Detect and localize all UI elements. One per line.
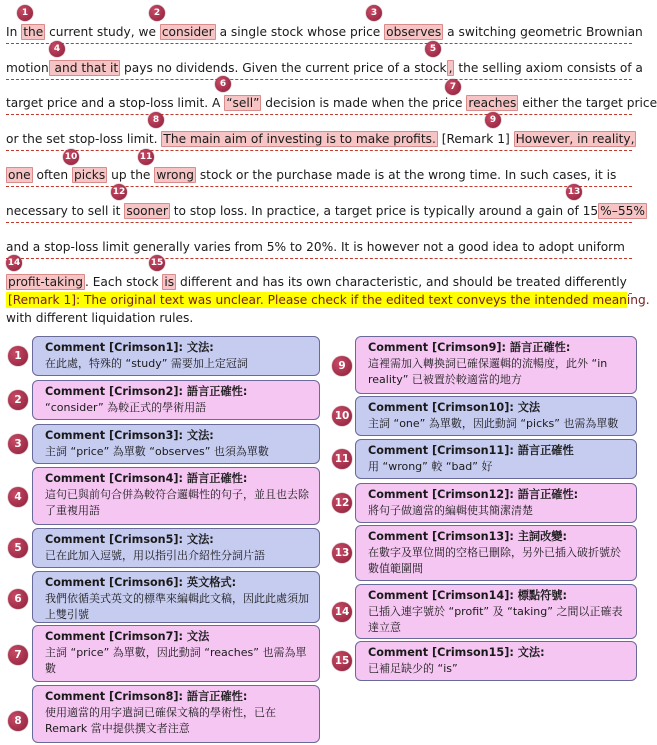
edited-phrase[interactable]: the (23, 25, 44, 39)
comment-marker-2[interactable]: 2 (8, 390, 28, 410)
text-run: a single stock whose price (215, 25, 385, 39)
comment-body: 在此處，特殊的 “study” 需要加上定冠詞 (45, 357, 248, 370)
comment-marker-9[interactable]: 9 (485, 112, 501, 128)
comment-title: Comment [Crimson15]: 文法: (368, 646, 545, 659)
comment-marker-3[interactable]: 3 (8, 434, 28, 454)
comment-marker-11[interactable]: 11 (138, 149, 154, 165)
comment-marker-15[interactable]: 15 (149, 255, 165, 271)
doc-line (6, 94, 657, 115)
edited-phrase[interactable]: , (448, 61, 453, 75)
comment-body: 將句子做適當的編輯使其簡潔清楚 (368, 504, 533, 517)
text-run: . Each stock (84, 275, 163, 289)
comment-card[interactable] (32, 685, 320, 743)
comment-body: 我們依循美式英文的標準來編輯此文稿，因此此處須加上雙引號 (45, 592, 309, 621)
text-run: target price and a stop-loss limit. A (6, 96, 225, 110)
comment-card[interactable] (32, 467, 320, 525)
edited-phrase[interactable]: sooner (126, 204, 168, 218)
text-run: motion (6, 61, 49, 75)
comment-card[interactable] (355, 483, 637, 523)
comment-title: Comment [Crimson11]: 語言正確性 (368, 444, 574, 457)
comment-title: Comment [Crimson9]: 語言正確性: (368, 341, 571, 354)
comment-card[interactable] (32, 424, 320, 464)
comment-body: 這句已與前句合併為較符合邏輯性的句子，並且也去除了重複用語 (45, 488, 309, 517)
text-run: a switching geometric Brownian (443, 25, 643, 39)
comment-marker-2[interactable]: 2 (149, 5, 165, 21)
comment-title: Comment [Crimson1]: 文法: (45, 341, 214, 354)
comment-marker-9[interactable]: 9 (332, 356, 352, 376)
comment-body: 用 “wrong” 較 “bad” 好 (368, 460, 493, 473)
comment-card[interactable] (355, 641, 637, 681)
comment-marker-13[interactable]: 13 (332, 543, 352, 563)
comment-body: 已插入連字號於 “profit” 及 “taking” 之間以正確表達立意 (368, 605, 623, 634)
doc-tail-text: with different liquidation rules. (6, 311, 194, 325)
comment-marker-8[interactable]: 8 (8, 711, 28, 731)
comment-marker-7[interactable]: 7 (8, 645, 28, 665)
comment-marker-10[interactable]: 10 (63, 149, 79, 165)
edited-phrase[interactable]: and that it (50, 61, 119, 75)
comment-title: Comment [Crimson7]: 文法 (45, 630, 210, 643)
text-run: the selling axiom consists of a (454, 61, 643, 75)
comment-title: Comment [Crimson5]: 文法: (45, 533, 214, 546)
edited-phrase[interactable]: “sell” (226, 96, 260, 110)
comment-marker-10[interactable]: 10 (332, 406, 352, 426)
comment-marker-7[interactable]: 7 (445, 79, 461, 95)
comment-marker-11[interactable]: 11 (332, 449, 352, 469)
comment-marker-14[interactable]: 14 (6, 255, 22, 271)
comment-marker-6[interactable]: 6 (215, 76, 231, 92)
comment-card[interactable] (355, 439, 637, 479)
text-run: pays no dividends. Given the current price of a stock (120, 61, 447, 75)
comment-marker-1[interactable]: 1 (17, 5, 33, 21)
comment-title: Comment [Crimson3]: 文法: (45, 429, 214, 442)
comment-marker-5[interactable]: 5 (425, 41, 441, 57)
text-run: stock or the purchase made is at the wrong time. In such cases, it is (195, 168, 617, 182)
comment-marker-15[interactable]: 15 (332, 651, 352, 671)
comment-marker-5[interactable]: 5 (8, 538, 28, 558)
comment-card[interactable] (32, 336, 320, 376)
edited-phrase[interactable]: The main aim of investing is to make profits. (163, 132, 436, 146)
comment-card[interactable] (355, 584, 637, 639)
remark-banner: [Remark 1]: The original text was unclear. Please check if the edited text conveys the intended meaning. (8, 293, 650, 307)
doc-line (6, 166, 632, 187)
text-run: necessary to sell it (6, 204, 125, 218)
comment-body: 已補足缺少的 “is” (368, 662, 458, 675)
edited-phrase[interactable]: is (164, 275, 175, 289)
text-run: decision is made when the price (261, 96, 467, 110)
comment-body: 主詞 “price” 為單數，因此動詞 “reaches” 也需為單數 (45, 646, 307, 675)
comment-title: Comment [Crimson10]: 文法 (368, 401, 541, 414)
edited-phrase[interactable]: reaches (468, 96, 517, 110)
doc-line (6, 202, 645, 223)
doc-line (6, 23, 643, 44)
comment-title: Comment [Crimson6]: 英文格式: (45, 576, 237, 589)
text-run: or the set stop-loss limit. (6, 132, 162, 146)
comment-card[interactable] (32, 380, 320, 420)
doc-line (6, 59, 643, 80)
comment-title: Comment [Crimson12]: 語言正確性: (368, 488, 579, 501)
text-run: current study, we (45, 25, 160, 39)
comment-card[interactable] (355, 336, 637, 394)
edited-phrase[interactable]: consider (161, 25, 214, 39)
comment-body: 使用適當的用字遣詞已確保文稿的學術性，已在 Remark 當中提供撰文者注意 (45, 706, 276, 735)
edited-document (0, 0, 657, 330)
comment-card[interactable] (32, 625, 320, 682)
edited-phrase[interactable]: wrong (156, 168, 194, 182)
edited-phrase[interactable]: observes (386, 25, 442, 39)
text-run: and a stop-loss limit generally varies from 5% to 20%. It is however not a good idea to adopt uniform (6, 240, 625, 254)
edited-phrase[interactable]: However, in reality, (515, 132, 635, 146)
comment-card[interactable] (32, 528, 320, 568)
comment-body: 在數字及單位間的空格已刪除，另外已插入破折號於數值範圍間 (368, 546, 621, 575)
comment-marker-4[interactable]: 4 (8, 487, 28, 507)
comment-marker-8[interactable]: 8 (148, 112, 164, 128)
comment-body: 主詞 “price” 為單數 “observes” 也須為單數 (45, 445, 269, 458)
comment-card[interactable] (355, 525, 637, 581)
comment-body: “consider” 為較正式的學術用語 (45, 401, 207, 414)
comment-card[interactable] (32, 571, 320, 623)
text-run: In (6, 25, 22, 39)
comment-marker-4[interactable]: 4 (49, 41, 65, 57)
comment-title: Comment [Crimson4]: 語言正確性: (45, 472, 248, 485)
comment-title: Comment [Crimson2]: 語言正確性: (45, 385, 248, 398)
comment-marker-13[interactable]: 13 (566, 184, 582, 200)
comment-marker-3[interactable]: 3 (366, 5, 382, 21)
comment-marker-12[interactable]: 12 (111, 184, 127, 200)
edited-phrase[interactable]: picks (73, 168, 106, 182)
doc-line (6, 273, 632, 294)
comment-body: 主詞 “one” 為單數，因此動詞 “picks” 也需為單數 (368, 417, 619, 430)
comment-marker-1[interactable]: 1 (8, 346, 28, 366)
text-run: either the target price (518, 96, 657, 110)
comment-marker-6[interactable]: 6 (8, 589, 28, 609)
comment-body: 這裡需加入轉換詞已確保邏輯的流暢度，此外 “in reality” 已被置於較適當的地方 (368, 357, 608, 386)
edited-phrase[interactable]: profit-taking (8, 275, 83, 289)
comment-card[interactable] (355, 396, 637, 436)
comment-title: Comment [Crimson8]: 語言正確性: (45, 690, 248, 703)
edited-phrase[interactable]: one (8, 168, 31, 182)
doc-line (6, 238, 632, 259)
text-run: [Remark 1] (437, 132, 514, 146)
text-run: different and has its own characteristic, and should be treated differently (176, 275, 627, 289)
text-run: up the (107, 168, 155, 182)
edited-phrase[interactable]: %–55% (600, 204, 645, 218)
comment-title: Comment [Crimson13]: 主詞改變: (368, 530, 567, 543)
comment-body: 已在此加入逗號，用以指引出介紹性分詞片語 (45, 549, 265, 562)
doc-line (6, 130, 635, 151)
comment-marker-14[interactable]: 14 (332, 602, 352, 622)
text-run: often (32, 168, 72, 182)
comment-marker-12[interactable]: 12 (332, 493, 352, 513)
text-run: to stop loss. In practice, a target price is typically around a gain of 15 (169, 204, 599, 218)
comment-title: Comment [Crimson14]: 標點符號: (368, 589, 567, 602)
